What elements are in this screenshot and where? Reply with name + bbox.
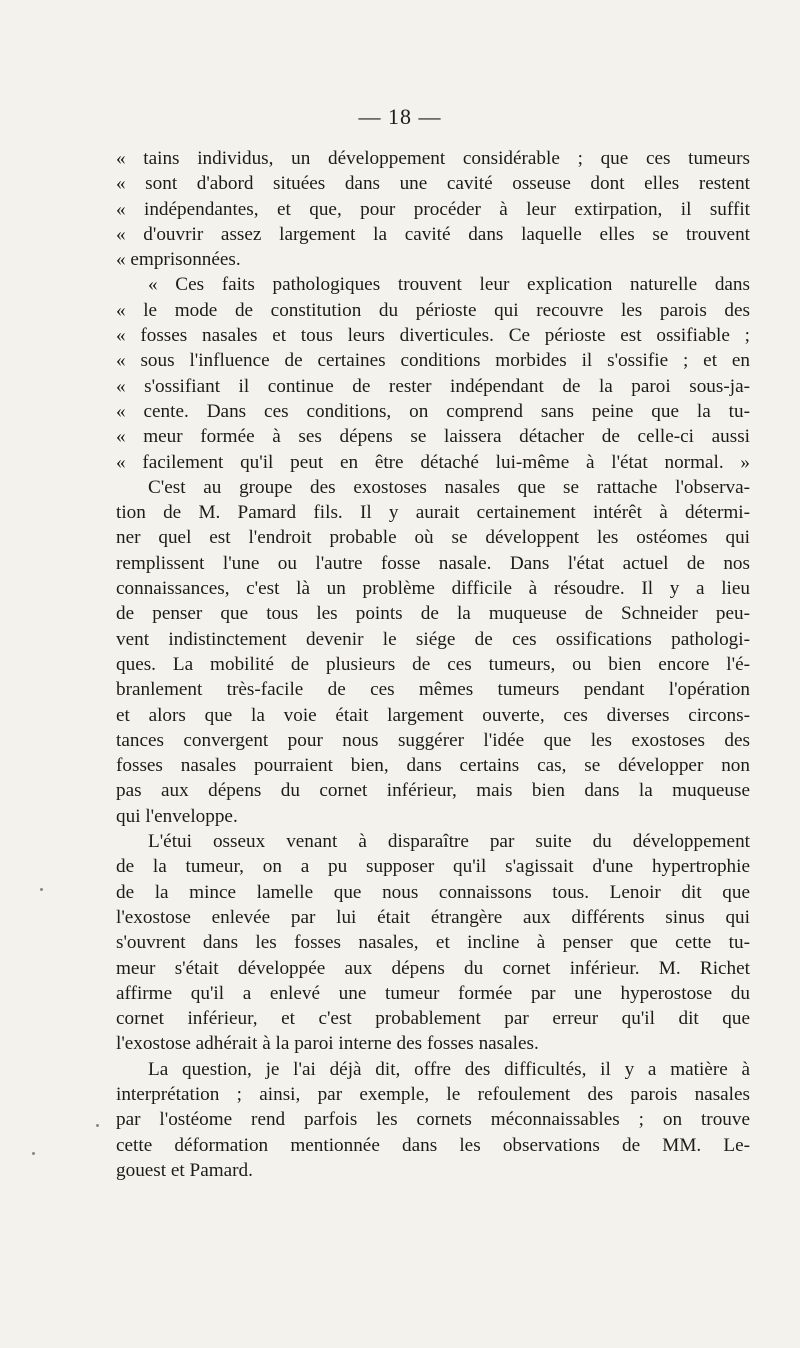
text-line: meur s'était développée aux dépens du cornet inférieur. M. Richet — [116, 957, 750, 979]
text-line: « cente. Dans ces conditions, on comprend sans peine que la tu- — [116, 400, 750, 422]
text-line: « indépendantes, et que, pour procéder à leur extirpation, il suffit — [116, 198, 750, 220]
text-line: ner quel est l'endroit probable où se développent les ostéomes qui — [116, 527, 750, 549]
text-line: « sont d'abord situées dans une cavité osseuse dont elles restent — [116, 173, 750, 195]
text-line: « emprisonnées. — [116, 249, 241, 271]
text-line: et alors que la voie était largement ouverte, ces diverses circons- — [116, 704, 750, 726]
text-line: tion de M. Pamard fils. Il y aurait certainement intérêt à détermi- — [116, 502, 750, 524]
text-line: de la mince lamelle que nous connaissons tous. Lenoir dit que — [116, 881, 750, 903]
text-line: « meur formée à ses dépens se laissera détacher de celle-ci aussi — [116, 426, 750, 448]
text-line: interprétation ; ainsi, par exemple, le refoulement des parois nasales — [116, 1083, 750, 1105]
text-line: l'exostose adhérait à la paroi interne des fosses nasales. — [116, 1033, 539, 1055]
text-line: « Ces faits pathologiques trouvent leur explication naturelle dans — [148, 274, 750, 296]
text-line: La question, je l'ai déjà dit, offre des difficultés, il y a matière à — [148, 1058, 750, 1080]
text-line: pas aux dépens du cornet inférieur, mais bien dans la muqueuse — [116, 780, 750, 802]
body-text — [116, 146, 750, 1183]
text-line: par l'ostéome rend parfois les cornets méconnaissables ; on trouve — [116, 1109, 750, 1131]
text-line: s'ouvrent dans les fosses nasales, et incline à penser que cette tu- — [116, 932, 750, 954]
paper-speck — [40, 888, 43, 891]
text-line: L'étui osseux venant à disparaître par suite du développement — [148, 831, 750, 853]
text-line: « d'ouvrir assez largement la cavité dans laquelle elles se trouvent — [116, 223, 750, 245]
text-line: C'est au groupe des exostoses nasales que se rattache l'observa- — [148, 476, 750, 498]
text-line: fosses nasales pourraient bien, dans certains cas, se développer non — [116, 755, 750, 777]
text-line: de penser que tous les points de la muqueuse de Schneider peu- — [116, 603, 750, 625]
text-line: cette déformation mentionnée dans les observations de MM. Le- — [116, 1134, 750, 1156]
text-line: branlement très-facile de ces mêmes tumeurs pendant l'opération — [116, 679, 750, 701]
paper-speck — [32, 1152, 35, 1155]
text-line: qui l'enveloppe. — [116, 805, 238, 827]
text-line: « sous l'influence de certaines conditions morbides il s'ossifie ; et en — [116, 350, 750, 372]
text-line: connaissances, c'est là un problème difficile à résoudre. Il y a lieu — [116, 578, 750, 600]
text-line: vent indistinctement devenir le siége de ces ossifications pathologi- — [116, 628, 750, 650]
text-line: affirme qu'il a enlevé une tumeur formée par une hyperostose du — [116, 982, 750, 1004]
text-line: gouest et Pamard. — [116, 1159, 253, 1181]
text-line: tances convergent pour nous suggérer l'idée que les exostoses des — [116, 729, 750, 751]
text-line: remplissent l'une ou l'autre fosse nasale. Dans l'état actuel de nos — [116, 552, 750, 574]
text-line: cornet inférieur, et c'est probablement par erreur qu'il dit que — [116, 1008, 750, 1030]
text-line: « facilement qu'il peut en être détaché lui-même à l'état normal. » — [116, 451, 750, 473]
text-line: « le mode de constitution du périoste qui recouvre les parois des — [116, 299, 750, 321]
text-line: « fosses nasales et tous leurs diverticules. Ce périoste est ossifiable ; — [116, 325, 750, 347]
text-line: l'exostose enlevée par lui était étrangère aux différents sinus qui — [116, 906, 750, 928]
text-line: de la tumeur, on a pu supposer qu'il s'agissait d'une hypertrophie — [116, 856, 750, 878]
text-line: « tains individus, un développement considérable ; que ces tumeurs — [116, 148, 750, 169]
text-line: ques. La mobilité de plusieurs de ces tumeurs, ou bien encore l'é- — [116, 653, 750, 675]
paper-speck — [96, 1124, 99, 1127]
page-number: — 18 — — [358, 104, 442, 129]
text-line: « s'ossifiant il continue de rester indépendant de la paroi sous-ja- — [116, 375, 750, 397]
